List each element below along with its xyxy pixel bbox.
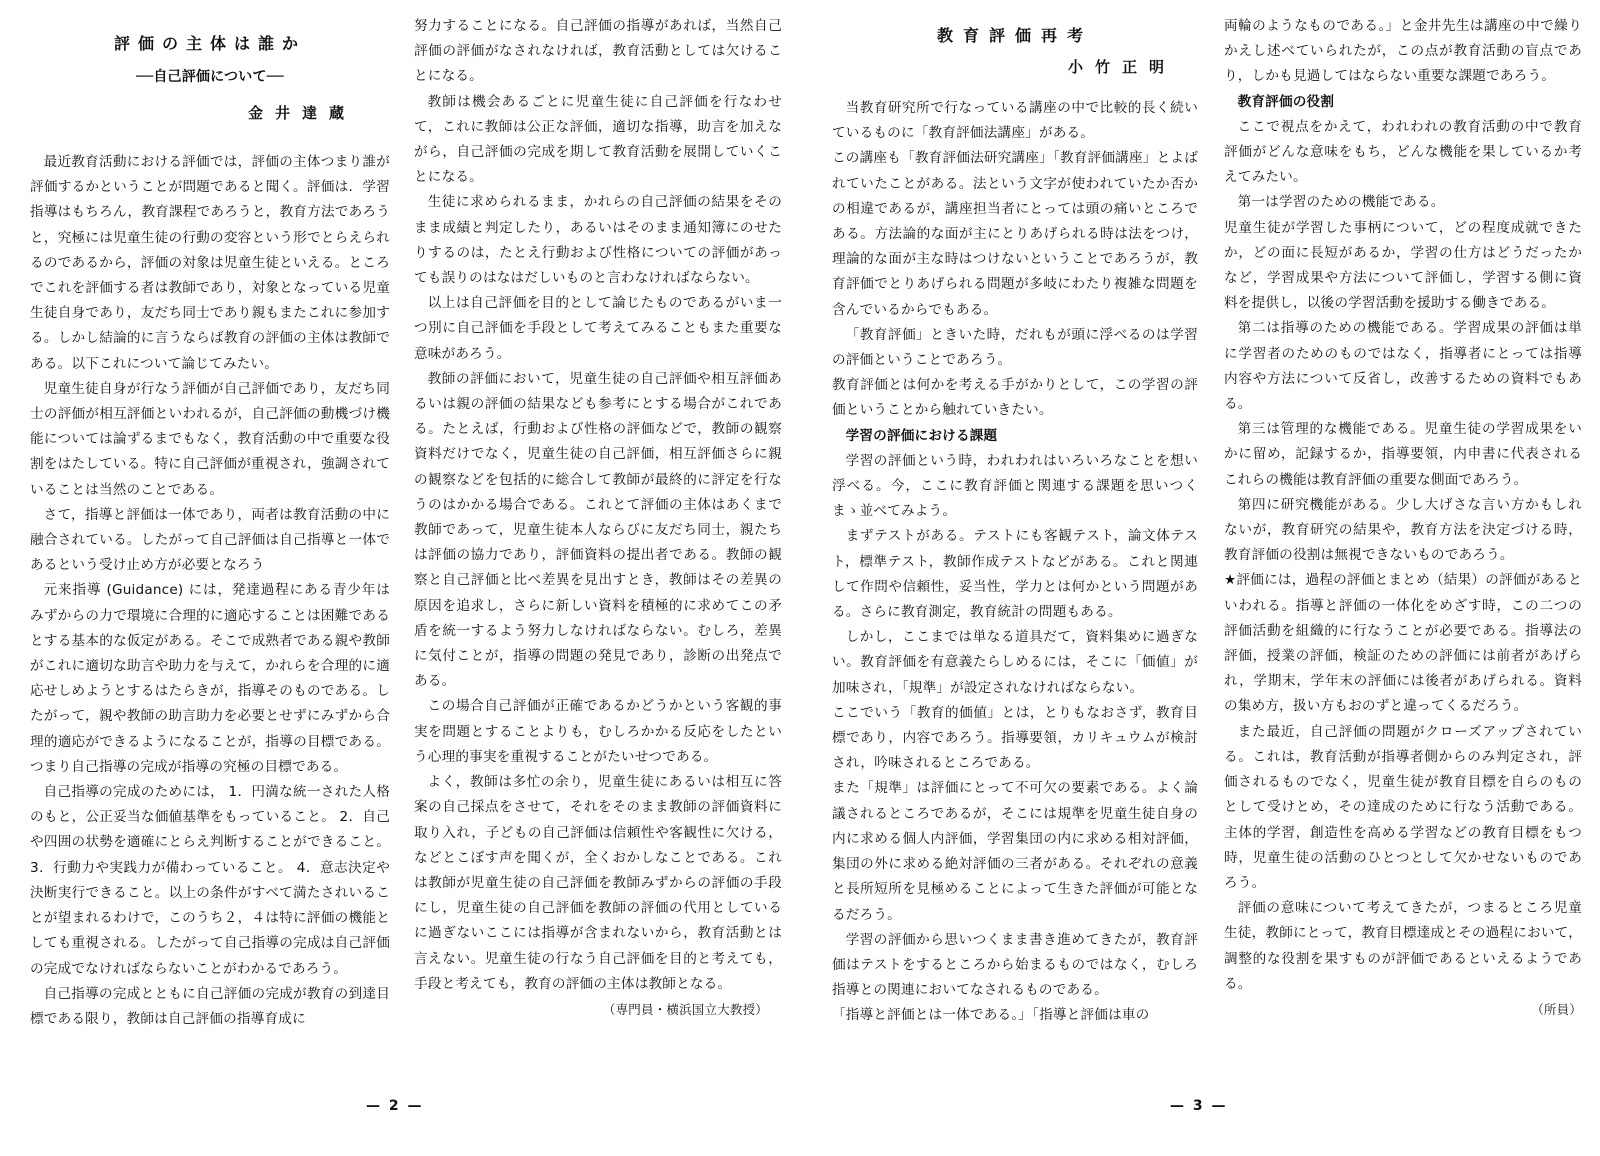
paragraph: 教師は機会あるごとに児童生徒に自己評価を行なわせて，これに教師は公正な評価，適切な指導，助言を加えながら，自己評価の完成を期して教育活動を展開していくことになる。 <box>414 93 782 186</box>
paragraph: さて，指導と評価は一体であり，両者は教育活動の中に融合されている。したがって自己評価は自己指導と一体であるという受け止め方が必要となろう <box>30 506 390 574</box>
paragraph: 学習の評価という時，われわれはいろいろなことを想い浮べる。今，ここに教育評価と関連する課題を思いつくまゝ並べてみよう。 <box>832 452 1198 520</box>
author-affiliation: （専門員・横浜国立大教授） <box>602 1001 768 1017</box>
paragraph: 以上は自己評価を目的として論じたものであるがいま一つ別に自己評価を手段として考えてみることもまた重要な意味があろう。 <box>414 295 782 362</box>
paragraph: また最近，自己評価の問題がクローズアップされている。これは，教育活動が指導者側からのみ判定され，評価されるものでなく，児童生徒が教育目標を自らのものとして受けとめ，その達成のために行なう活動である。主体的学習，創造性を高める学習などの教育目標をもつ時，児童生徒の活動のひとつとして欠かせないものであろう。 <box>1224 723 1582 891</box>
paragraph: 最近教育活動における評価では，評価の主体つまり誰が評価するかということが問題であると聞く。評価は．学習指導はもちろん，教育課程であろうと，教育方法であろうと，究極には児童生徒の行動の変容という形でとらえられるのであるから，評価の対象は児童生徒といえる。ところでこれを評価する者は教師であり，対象となっている児童生徒自身であり，友だち同士であり親もまたこれに参加する。しかし結論的に言うならば教育の評価の主体は教師である。以下これについて論じてみたい。 <box>30 154 390 372</box>
paragraph: 「指導と評価とは一体である。」「指導と評価は車の <box>832 1007 1150 1024</box>
paragraph: この講座も「教育評価法研究講座」「教育評価講座」とよばれていたことがある。法という文字が使われていたか否かの相違であるが，講座担当者にとっては頭の痛いところである。方法論的な面が主にとりあげられる時は法をつけ，理論的な面が主な時はつけないということであろうが，教育評価でとりあげられる問題が多岐にわたり複雑な問題を含んでいるからでもある。 <box>832 150 1198 318</box>
article-title-left: 評価の主体は誰か <box>113 34 306 53</box>
page-number-right: — 3 — <box>1170 1098 1228 1114</box>
paragraph: また「規準」は評価にとって不可欠の要素である。よく論議されるところであるが，そこには規準を児童生徒自身の内に求める個人内評価，学習集団の内に求める相対評価，集団の外に求める絶対評価の三者がある。それぞれの意義と長所短所を見極めることによって生きた評価が可能となるだろう。 <box>832 780 1198 923</box>
article-subtitle-left: ──自己評価について── <box>136 69 284 85</box>
paragraph: ここで視点をかえて，われわれの教育活動の中で教育評価がどんな意味をもち，どんな機能を果しているか考えてみたい。 <box>1224 118 1582 186</box>
right-page-column-1 <box>832 0 1198 1029</box>
paragraph: 第一は学習のための機能である。 <box>1237 194 1445 211</box>
section-heading: 教育評価の役割 <box>1237 93 1335 110</box>
paragraph: 自己指導の完成とともに自己評価の完成が教育の到達目標である限り，教師は自己評価の指導育成に <box>30 985 390 1027</box>
paragraph: この場合自己評価が正確であるかどうかという客観的事実を問題とすることよりも，むしろかかる反応をしたという心理的事実を重視することがたいせつである。 <box>414 698 782 765</box>
right-page-column-2 <box>1224 0 1582 1022</box>
paragraph: 第四に研究機能がある。少し大げさな言い方かもしれないが，教育研究の結果や，教育方法を決定づける時，教育評価の役割は無視できないものであろう。 <box>1224 496 1582 564</box>
left-page-column-1 <box>30 0 390 1032</box>
paragraph: 教育評価とは何かを考える手がかりとして，この学習の評価ということから触れていきたい。 <box>832 377 1198 419</box>
page-number-left: — 2 — <box>366 1098 424 1114</box>
author-affiliation-right: （所員） <box>1531 1001 1582 1017</box>
paragraph: 当教育研究所で行なっている講座の中で比較的長く続いているものに「教育評価法講座」がある。 <box>832 100 1198 142</box>
paragraph: 教師の評価において，児童生徒の自己評価や相互評価あるいは親の評価の結果なども参考にとする場合がこれである。たとえば，行動および性格の評価などで，教師の観察資料だけでなく，児童生徒の自己評価，相互評価さらに親の観察などを包括的に総合して教師が最終的に評定を行なうのはかかる場合である。これとて評価の主体はあくまで教師であって，児童生徒本人ならびに友だち同士，親たちは評価の協力であり，評価資料の提出者である。教師の観察と自己評価と比べ差異を見出すとき，教師はその差異の原因を追求し，さらに新しい資料を積極的に求めてこの矛盾を統一するよう努力しなければならない。むしろ，差異に気付ことが，指導の問題の発見であり，診断の出発点である。 <box>414 370 782 690</box>
author-right: 小竹正明 <box>1067 58 1176 76</box>
right-col2-body <box>1224 14 1582 997</box>
section-heading: 学習の評価における課題 <box>845 427 998 444</box>
paragraph: 学習の評価から思いつくまま書き進めてきたが，教育評価はテストをするところから始まるものではなく，むしろ指導との関連においてなされるものである。 <box>832 931 1198 999</box>
paragraph: まずテストがある。テストにも客観テスト，論文体テスト，標準テスト，教師作成テストなどがある。これと関連して作問や信頼性，妥当性，学力とは何かという問題がある。さらに教育測定，教育統計の問題もある。 <box>832 528 1198 621</box>
paragraph: 努力することになる。自己評価の指導があれば，当然自己評価の評価がなされなければ，教育活動としては欠けることになる。 <box>414 18 782 85</box>
article-title-right: 教育評価再考 <box>936 26 1093 45</box>
author-left: 金井達蔵 <box>247 104 356 122</box>
paragraph: 第三は管理的な機能である。児童生徒の学習成果をいかに留め，記録するか，指導要領，内申書に代表されるこれらの機能は教育評価の重要な側面であろう。 <box>1224 421 1582 488</box>
paragraph: 「教育評価」ときいた時，だれもが頭に浮べるのは学習の評価ということであろう。 <box>832 326 1198 369</box>
left-page-column-2 <box>414 0 782 1022</box>
paragraph: 自己指導の完成のためには， 1．円満な統一された人格のもと，公正妥当な価値基準をもっていること。 2．自己や四囲の状勢を適確にとらえ判断することができること。 3．行動力や実践力が備わっていること。 4．意志決定や決断実行できること。以上の条件がすべて満たされいることが望まれるわけで，このうち２，４は特に評価の機能としても重視される。したがって自己指導の完成は自己評価の完成でなければならないことがわかるであろう。 <box>30 784 390 977</box>
paragraph: 元来指導 (Guidance) には，発達過程にある青少年はみずからの力で環境に合理的に適応することは困難であるとする基本的な仮定がある。そこで成熟者である親や教師がこれに適切な助言や助力を与えて，かれらを合理的に適応せしめようとするはたらきが，指導そのものである。したがって，親や教師の助言助力を必要とせずにみずから合理的適応ができるようになることが，指導の目標である。つまり自己指導の完成が指導の究極の目標である。 <box>30 582 390 775</box>
paragraph: 児童生徒が学習した事柄について，どの程度成就できたか，どの面に長短があるか，学習の仕方はどうだったかなど，学習成果や方法について評価し，学習する側に資料を提供し，以後の学習活動を援助する働きである。 <box>1224 219 1582 312</box>
paragraph: よく，教師は多忙の余り，児童生徒にあるいは相互に答案の自己採点をさせて，それをそのまま教師の評価資料に取り入れ，子どもの自己評価は信頼性や客観性に欠ける，などとこぼす声を聞くが，全くおかしなことである。これは教師が児童生徒の自己評価を教師みずからの評価の手段にし，児童生徒の自己評価を教師の評価の代用としているに過ぎないここには指導が含まれないから，教育活動とは言えない。児童生徒の行なう自己評価を目的と考えても，手段と考えても，教育の評価の主体は教師となる。 <box>414 774 782 992</box>
paragraph: 両輪のようなものである。」と金井先生は講座の中で繰りかえし述べていられたが，この点が教育活動の盲点であり，しかも見過してはならない重要な課題であろう。 <box>1224 18 1582 85</box>
paragraph: ここでいう「教育的価値」とは，とりもなおさず，教育目標であり，内容であろう。指導要領，カリキュウムが検討され，吟味されるところである。 <box>832 704 1198 772</box>
paragraph: ★評価には，過程の評価とまとめ（結果）の評価があるといわれる。指導と評価の一体化をめざす時，この二つの評価活動を組織的に行なうことが必要である。指導法の評価，授業の評価，検証のための評価には前者があげられ，学期末，学年末の評価には後者があげられる。資料の集め方，扱い方もおのずと違ってくるだろう。 <box>1224 572 1582 715</box>
paragraph: 評価の意味について考えてきたが，つまるところ児童生徒，教師にとって，教育目標達成とその過程において，調整的な役割を果すものが評価であるといえるようである。 <box>1224 900 1582 992</box>
paragraph: 生徒に求められるまま，かれらの自己評価の結果をそのまま成績と判定したり，あるいはそのまま通知簿にのせたりするのは，たとえ行動および性格についての評価があっても誤りのはなはだしいものと言わなければならない。 <box>414 194 782 287</box>
paragraph: しかし，ここまでは単なる道具だて，資料集めに過ぎない。教育評価を有意義たらしめるには，そこに「価値」が加味され，「規準」が設定されなければならない。 <box>832 629 1198 696</box>
paragraph: 第二は指導のための機能である。学習成果の評価は単に学習者のためのものではなく，指導者にとっては指導内容や方法について反省し，改善するための資料でもある。 <box>1224 320 1582 413</box>
paragraph: 児童生徒自身が行なう評価が自己評価であり，友だち同士の評価が相互評価といわれるが，自己評価の動機づけ機能については論ずるまでもなく，教育活動の中で重要な役割をはたしている。特に自己評価が重視され，強調されていることは当然のことである。 <box>30 380 390 498</box>
right-col1-body <box>832 96 1198 1029</box>
